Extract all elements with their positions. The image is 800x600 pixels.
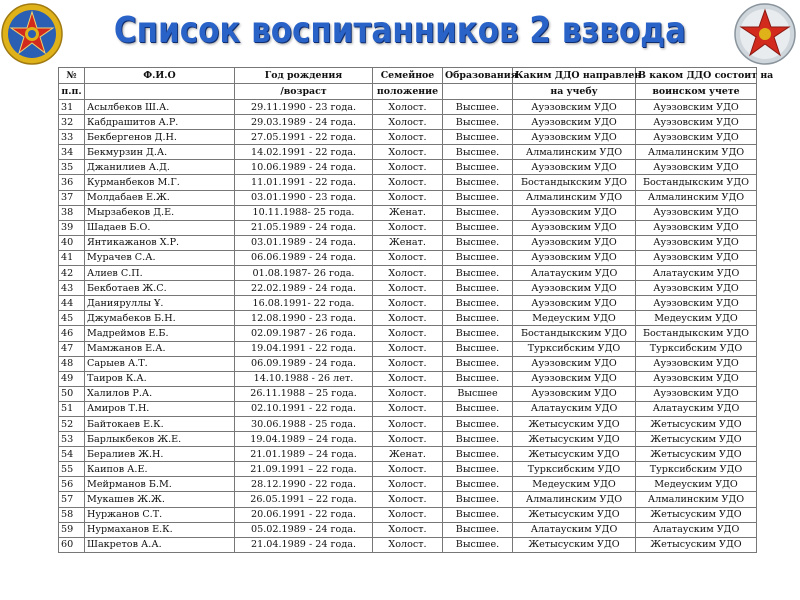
col-registered-at-cell: Ауэзовским УДО	[636, 281, 757, 296]
col-marital-status-cell: Холост.	[373, 432, 443, 447]
col-full-name-cell: Мадреймов Е.Б.	[85, 326, 235, 341]
col-number-cell: 49	[59, 371, 85, 386]
col-full-name-cell: Джумабеков Б.Н.	[85, 311, 235, 326]
col-registered-at-cell: Алатауским УДО	[636, 266, 757, 281]
col-number-cell: 35	[59, 160, 85, 175]
col-education-cell: Высшее.	[443, 281, 513, 296]
table-row	[59, 250, 757, 265]
col-education-cell: Высшее.	[443, 507, 513, 522]
col-education-cell: Высшее.	[443, 371, 513, 386]
col-birth-date-cell: 26.11.1988 – 25 года.	[235, 386, 373, 401]
col-sent-by-cell: Ауэзовским УДО	[513, 386, 636, 401]
col-registered-at-cell: Бостандыкским УДО	[636, 175, 757, 190]
roster-table	[58, 67, 774, 553]
col-birth-date-cell: 28.12.1990 - 22 года.	[235, 477, 373, 492]
roster-body	[59, 100, 757, 553]
col-education-cell: Высшее.	[443, 100, 513, 115]
col-registered-at-cell: Ауэзовским УДО	[636, 371, 757, 386]
col-number-header-line2: п.п.	[59, 84, 85, 100]
col-birth-date-cell: 02.09.1987 - 26 года.	[235, 326, 373, 341]
col-full-name-cell: Бералиев Ж.Н.	[85, 447, 235, 462]
col-full-name-cell: Шакретов А.А.	[85, 537, 235, 552]
col-birth-date-cell: 16.08.1991- 22 года.	[235, 296, 373, 311]
col-birth-date-cell: 14.02.1991 - 22 года.	[235, 145, 373, 160]
col-full-name-cell: Мейрманов Б.М.	[85, 477, 235, 492]
col-sent-by-cell: Ауэзовским УДО	[513, 220, 636, 235]
col-full-name-cell: Халилов Р.А.	[85, 386, 235, 401]
col-full-name-header: Ф.И.О	[85, 68, 235, 84]
col-number-cell: 40	[59, 235, 85, 250]
col-education-cell: Высшее.	[443, 175, 513, 190]
col-birth-date-cell: 14.10.1988 - 26 лет.	[235, 371, 373, 386]
col-marital-status-cell: Холост.	[373, 175, 443, 190]
col-birth-date-cell: 30.06.1988 - 25 года.	[235, 416, 373, 431]
col-sent-by-cell: Медеуским УДО	[513, 477, 636, 492]
col-registered-at-cell: Ауэзовским УДО	[636, 160, 757, 175]
header-row-bottom	[59, 84, 757, 100]
col-birth-date-cell: 21.04.1989 - 24 года.	[235, 537, 373, 552]
col-sent-by-cell: Ауэзовским УДО	[513, 100, 636, 115]
col-marital-status-cell: Женат.	[373, 447, 443, 462]
col-registered-at-cell: Медеуским УДО	[636, 477, 757, 492]
col-registered-at-cell: Турксибским УДО	[636, 341, 757, 356]
col-sent-by-header-line2: на учебу	[513, 84, 636, 100]
table-row	[59, 130, 757, 145]
col-number-cell: 48	[59, 356, 85, 371]
col-full-name-header-line2	[85, 84, 235, 100]
col-registered-at-cell: Ауэзовским УДО	[636, 100, 757, 115]
col-marital-status-cell: Холост.	[373, 100, 443, 115]
table-row	[59, 462, 757, 477]
col-birth-date-cell: 29.03.1989 - 24 года.	[235, 115, 373, 130]
col-registered-at-cell: Жетысуским УДО	[636, 507, 757, 522]
col-education-cell: Высшее.	[443, 205, 513, 220]
col-full-name-cell: Джанилиев А.Д.	[85, 160, 235, 175]
col-birth-date-cell: 03.01.1990 - 23 года.	[235, 190, 373, 205]
col-education-cell: Высшее.	[443, 522, 513, 537]
table-row	[59, 492, 757, 507]
col-full-name-cell: Кабдрашитов А.Р.	[85, 115, 235, 130]
col-education-cell: Высшее.	[443, 130, 513, 145]
col-education-cell: Высшее.	[443, 477, 513, 492]
col-number-cell: 53	[59, 432, 85, 447]
col-birth-date-cell: 26.05.1991 – 22 года.	[235, 492, 373, 507]
col-marital-status-cell: Холост.	[373, 145, 443, 160]
col-sent-by-cell: Ауэзовским УДО	[513, 356, 636, 371]
table-row	[59, 175, 757, 190]
col-marital-status-cell: Женат.	[373, 235, 443, 250]
col-full-name-cell: Байтокаев Е.К.	[85, 416, 235, 431]
col-sent-by-cell: Жетысуским УДО	[513, 416, 636, 431]
col-number-cell: 59	[59, 522, 85, 537]
col-marital-status-cell: Холост.	[373, 507, 443, 522]
col-education-cell: Высшее.	[443, 220, 513, 235]
table-row	[59, 401, 757, 416]
col-sent-by-cell: Бостандыкским УДО	[513, 175, 636, 190]
table-row	[59, 507, 757, 522]
table-row	[59, 311, 757, 326]
col-registered-at-cell: Бостандыкским УДО	[636, 326, 757, 341]
col-marital-status-cell: Холост.	[373, 401, 443, 416]
col-education-cell: Высшее.	[443, 537, 513, 552]
col-registered-at-cell: Ауэзовским УДО	[636, 115, 757, 130]
col-number-cell: 36	[59, 175, 85, 190]
table-row	[59, 432, 757, 447]
col-registered-at-cell: Ауэзовским УДО	[636, 250, 757, 265]
col-marital-status-cell: Холост.	[373, 266, 443, 281]
col-sent-by-cell: Ауэзовским УДО	[513, 205, 636, 220]
col-birth-date-cell: 20.06.1991 - 22 года.	[235, 507, 373, 522]
table-row	[59, 205, 757, 220]
col-sent-by-cell: Алатауским УДО	[513, 522, 636, 537]
col-registered-at-cell: Алатауским УДО	[636, 401, 757, 416]
col-birth-date-cell: 21.09.1991 – 22 года.	[235, 462, 373, 477]
col-birth-date-cell: 21.01.1989 – 24 года.	[235, 447, 373, 462]
col-education-cell: Высшее.	[443, 235, 513, 250]
col-education-cell: Высшее.	[443, 190, 513, 205]
col-number-cell: 56	[59, 477, 85, 492]
table-row	[59, 160, 757, 175]
col-number-header: №	[59, 68, 85, 84]
col-birth-date-cell: 06.09.1989 - 24 года.	[235, 356, 373, 371]
col-full-name-cell: Алиев С.П.	[85, 266, 235, 281]
col-sent-by-cell: Алатауским УДО	[513, 401, 636, 416]
col-full-name-cell: Барлыкбеков Ж.Е.	[85, 432, 235, 447]
col-number-cell: 34	[59, 145, 85, 160]
table-row	[59, 296, 757, 311]
col-marital-status-header-line2: положение	[373, 84, 443, 100]
col-full-name-cell: Амиров Т.Н.	[85, 401, 235, 416]
col-marital-status-cell: Холост.	[373, 416, 443, 431]
table-row	[59, 235, 757, 250]
col-number-cell: 60	[59, 537, 85, 552]
col-number-cell: 39	[59, 220, 85, 235]
col-birth-date-cell: 01.08.1987- 26 года.	[235, 266, 373, 281]
table-row	[59, 522, 757, 537]
col-education-cell: Высшее.	[443, 356, 513, 371]
col-marital-status-cell: Холост.	[373, 115, 443, 130]
col-marital-status-cell: Холост.	[373, 386, 443, 401]
table-row	[59, 115, 757, 130]
col-sent-by-cell: Ауэзовским УДО	[513, 371, 636, 386]
col-birth-date-cell: 10.11.1988- 25 года.	[235, 205, 373, 220]
col-full-name-cell: Янтикажанов Х.Р.	[85, 235, 235, 250]
col-full-name-cell: Курманбеков М.Г.	[85, 175, 235, 190]
col-birth-date-cell: 29.11.1990 - 23 года.	[235, 100, 373, 115]
col-marital-status-cell: Холост.	[373, 296, 443, 311]
table-row	[59, 386, 757, 401]
col-education-cell: Высшее.	[443, 266, 513, 281]
col-education-cell: Высшее.	[443, 462, 513, 477]
col-marital-status-cell: Холост.	[373, 371, 443, 386]
col-sent-by-cell: Жетысуским УДО	[513, 447, 636, 462]
col-full-name-cell: Нуржанов С.Т.	[85, 507, 235, 522]
col-sent-by-cell: Жетысуским УДО	[513, 507, 636, 522]
col-registered-at-cell: Ауэзовским УДО	[636, 130, 757, 145]
col-sent-by-cell: Ауэзовским УДО	[513, 235, 636, 250]
col-sent-by-cell: Алмалинским УДО	[513, 190, 636, 205]
col-number-cell: 58	[59, 507, 85, 522]
col-number-cell: 50	[59, 386, 85, 401]
col-full-name-cell: Таиров К.А.	[85, 371, 235, 386]
col-sent-by-cell: Алатауским УДО	[513, 266, 636, 281]
col-education-header-line2	[443, 84, 513, 100]
col-registered-at-cell: Алмалинским УДО	[636, 145, 757, 160]
col-registered-at-cell: Турксибским УДО	[636, 462, 757, 477]
col-marital-status-cell: Холост.	[373, 537, 443, 552]
col-full-name-cell: Асылбеков Ш.А.	[85, 100, 235, 115]
col-education-cell: Высшее.	[443, 432, 513, 447]
table-row	[59, 220, 757, 235]
table-row	[59, 477, 757, 492]
col-education-cell: Высшее.	[443, 447, 513, 462]
col-registered-at-cell: Жетысуским УДО	[636, 537, 757, 552]
col-marital-status-cell: Холост.	[373, 341, 443, 356]
col-birth-date-cell: 22.02.1989 - 24 года.	[235, 281, 373, 296]
col-sent-by-cell: Ауэзовским УДО	[513, 250, 636, 265]
col-birth-date-cell: 03.01.1989 - 24 года.	[235, 235, 373, 250]
table-row	[59, 341, 757, 356]
table-row	[59, 371, 757, 386]
col-sent-by-cell: Алмалинским УДО	[513, 145, 636, 160]
col-marital-status-cell: Холост.	[373, 492, 443, 507]
col-full-name-cell: Данияруллы Ұ.	[85, 296, 235, 311]
table-row	[59, 266, 757, 281]
col-number-cell: 44	[59, 296, 85, 311]
military-emblem-icon	[0, 2, 64, 66]
table-row	[59, 145, 757, 160]
col-registered-at-cell: Ауэзовским УДО	[636, 205, 757, 220]
col-education-cell: Высшее.	[443, 401, 513, 416]
col-full-name-cell: Мырзабеков Д.Е.	[85, 205, 235, 220]
col-marital-status-cell: Холост.	[373, 522, 443, 537]
col-registered-at-cell: Жетысуским УДО	[636, 432, 757, 447]
col-registered-at-cell: Ауэзовским УДО	[636, 356, 757, 371]
col-full-name-cell: Бекмурзин Д.А.	[85, 145, 235, 160]
col-marital-status-cell: Холост.	[373, 356, 443, 371]
col-marital-status-cell: Холост.	[373, 190, 443, 205]
col-sent-by-cell: Медеуским УДО	[513, 311, 636, 326]
col-sent-by-cell: Турксибским УДО	[513, 462, 636, 477]
col-full-name-cell: Мамжанов Е.А.	[85, 341, 235, 356]
col-sent-by-cell: Алмалинским УДО	[513, 492, 636, 507]
col-full-name-cell: Каипов А.Е.	[85, 462, 235, 477]
col-full-name-cell: Сарыев А.Т.	[85, 356, 235, 371]
col-birth-date-cell: 19.04.1989 – 24 года.	[235, 432, 373, 447]
col-marital-status-cell: Холост.	[373, 326, 443, 341]
col-education-cell: Высшее.	[443, 250, 513, 265]
col-birth-date-header: Год рождения	[235, 68, 373, 84]
col-number-cell: 41	[59, 250, 85, 265]
col-number-cell: 37	[59, 190, 85, 205]
col-education-cell: Высшее.	[443, 416, 513, 431]
col-number-cell: 55	[59, 462, 85, 477]
col-full-name-cell: Шадаев Б.О.	[85, 220, 235, 235]
col-marital-status-header: Семейное	[373, 68, 443, 84]
col-birth-date-cell: 27.05.1991 - 22 года.	[235, 130, 373, 145]
col-sent-by-cell: Ауэзовским УДО	[513, 296, 636, 311]
col-registered-at-cell: Ауэзовским УДО	[636, 386, 757, 401]
col-marital-status-cell: Женат.	[373, 205, 443, 220]
col-number-cell: 57	[59, 492, 85, 507]
col-birth-date-cell: 05.02.1989 - 24 года.	[235, 522, 373, 537]
col-marital-status-cell: Холост.	[373, 477, 443, 492]
col-education-cell: Высшее.	[443, 326, 513, 341]
table-row	[59, 100, 757, 115]
table-row	[59, 416, 757, 431]
col-marital-status-cell: Холост.	[373, 130, 443, 145]
col-full-name-cell: Бекботаев Ж.С.	[85, 281, 235, 296]
col-sent-by-cell: Ауэзовским УДО	[513, 160, 636, 175]
col-education-cell: Высшее.	[443, 160, 513, 175]
table-row	[59, 537, 757, 552]
col-sent-by-cell: Турксибским УДО	[513, 341, 636, 356]
col-full-name-cell: Молдабаев Е.Ж.	[85, 190, 235, 205]
col-number-cell: 51	[59, 401, 85, 416]
table-row	[59, 190, 757, 205]
col-sent-by-cell: Ауэзовским УДО	[513, 115, 636, 130]
col-birth-date-header-line2: /возраст	[235, 84, 373, 100]
col-registered-at-cell: Ауэзовским УДО	[636, 235, 757, 250]
col-registered-at-cell: Медеуским УДО	[636, 311, 757, 326]
col-birth-date-cell: 10.06.1989 - 24 года.	[235, 160, 373, 175]
col-registered-at-cell: Алатауским УДО	[636, 522, 757, 537]
col-education-header: Образования	[443, 68, 513, 84]
col-registered-at-header: В каком ДДО состоит на	[636, 68, 757, 84]
col-number-cell: 54	[59, 447, 85, 462]
table-row	[59, 356, 757, 371]
col-registered-at-cell: Жетысуским УДО	[636, 416, 757, 431]
col-birth-date-cell: 02.10.1991 - 22 года.	[235, 401, 373, 416]
col-number-cell: 31	[59, 100, 85, 115]
col-full-name-cell: Мурачев С.А.	[85, 250, 235, 265]
col-sent-by-cell: Ауэзовским УДО	[513, 130, 636, 145]
table-row	[59, 281, 757, 296]
col-marital-status-cell: Холост.	[373, 250, 443, 265]
col-marital-status-cell: Холост.	[373, 462, 443, 477]
col-full-name-cell: Нурмаханов Е.К.	[85, 522, 235, 537]
col-full-name-cell: Мукашев Ж.Ж.	[85, 492, 235, 507]
col-education-cell: Высшее.	[443, 145, 513, 160]
page-title: Список воспитанников 2 взвода	[113, 10, 687, 51]
col-registered-at-header-line2: воинском учете	[636, 84, 757, 100]
col-education-cell: Высшее.	[443, 492, 513, 507]
col-registered-at-cell: Жетысуским УДО	[636, 447, 757, 462]
col-sent-by-cell: Жетысуским УДО	[513, 432, 636, 447]
col-number-cell: 47	[59, 341, 85, 356]
col-number-cell: 45	[59, 311, 85, 326]
col-number-cell: 46	[59, 326, 85, 341]
col-marital-status-cell: Холост.	[373, 220, 443, 235]
col-marital-status-cell: Холост.	[373, 160, 443, 175]
col-birth-date-cell: 19.04.1991 - 22 года.	[235, 341, 373, 356]
col-number-cell: 32	[59, 115, 85, 130]
col-birth-date-cell: 12.08.1990 - 23 года.	[235, 311, 373, 326]
col-birth-date-cell: 21.05.1989 - 24 года.	[235, 220, 373, 235]
col-education-cell: Высшее.	[443, 341, 513, 356]
col-birth-date-cell: 06.06.1989 - 24 года.	[235, 250, 373, 265]
col-education-cell: Высшее.	[443, 311, 513, 326]
table-row	[59, 326, 757, 341]
col-marital-status-cell: Холост.	[373, 311, 443, 326]
col-birth-date-cell: 11.01.1991 - 22 года.	[235, 175, 373, 190]
header-row-top	[59, 68, 757, 84]
col-sent-by-cell: Ауэзовским УДО	[513, 281, 636, 296]
col-full-name-cell: Бекбергенов Д.Н.	[85, 130, 235, 145]
col-sent-by-header: Каким ДДО направлен	[513, 68, 636, 84]
col-registered-at-cell: Ауэзовским УДО	[636, 220, 757, 235]
col-registered-at-cell: Алмалинским УДО	[636, 492, 757, 507]
col-number-cell: 33	[59, 130, 85, 145]
col-number-cell: 38	[59, 205, 85, 220]
col-education-cell: Высшее.	[443, 115, 513, 130]
col-education-cell: Высшее	[443, 386, 513, 401]
col-education-cell: Высшее.	[443, 296, 513, 311]
col-number-cell: 43	[59, 281, 85, 296]
col-sent-by-cell: Бостандыкским УДО	[513, 326, 636, 341]
col-number-cell: 42	[59, 266, 85, 281]
table-row	[59, 447, 757, 462]
col-number-cell: 52	[59, 416, 85, 431]
col-marital-status-cell: Холост.	[373, 281, 443, 296]
col-registered-at-cell: Ауэзовским УДО	[636, 296, 757, 311]
col-registered-at-cell: Алмалинским УДО	[636, 190, 757, 205]
col-sent-by-cell: Жетысуским УДО	[513, 537, 636, 552]
